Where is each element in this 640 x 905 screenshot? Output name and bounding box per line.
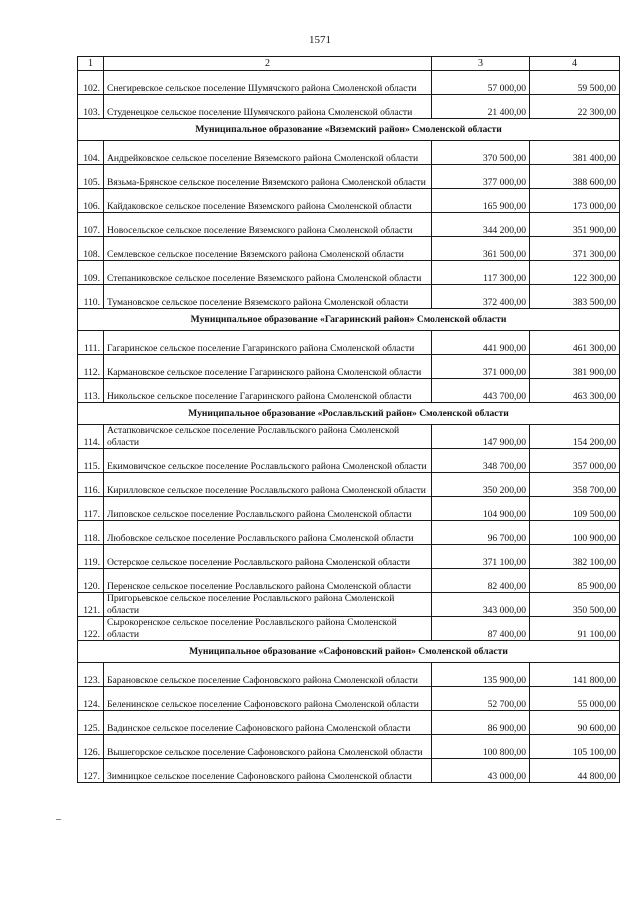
amount-col-4: 382 100,00 bbox=[530, 545, 620, 569]
amount-col-4: 351 900,00 bbox=[530, 213, 620, 237]
row-number: 108. bbox=[78, 237, 104, 261]
table-row bbox=[78, 165, 620, 189]
table-body bbox=[78, 57, 620, 783]
row-number: 121. bbox=[78, 593, 104, 617]
header-col-4: 4 bbox=[530, 57, 620, 71]
table-row bbox=[78, 189, 620, 213]
row-number: 116. bbox=[78, 473, 104, 497]
amount-col-4: 122 300,00 bbox=[530, 261, 620, 285]
header-col-1: 1 bbox=[78, 57, 104, 71]
table-row bbox=[78, 425, 620, 449]
row-number: 120. bbox=[78, 569, 104, 593]
amount-col-3: 370 500,00 bbox=[432, 141, 530, 165]
row-number: 109. bbox=[78, 261, 104, 285]
table-row bbox=[78, 663, 620, 687]
amount-col-4: 22 300,00 bbox=[530, 95, 620, 119]
amount-col-4: 388 600,00 bbox=[530, 165, 620, 189]
amount-col-4: 109 500,00 bbox=[530, 497, 620, 521]
amount-col-3: 147 900,00 bbox=[432, 425, 530, 449]
amount-col-3: 96 700,00 bbox=[432, 521, 530, 545]
table-row bbox=[78, 521, 620, 545]
section-title: Муниципальное образование «Сафоновский район» Смоленской области bbox=[78, 641, 620, 663]
page-number: 1571 bbox=[309, 34, 331, 46]
amount-col-3: 441 900,00 bbox=[432, 331, 530, 355]
amount-col-4: 44 800,00 bbox=[530, 759, 620, 783]
row-number: 104. bbox=[78, 141, 104, 165]
table-row bbox=[78, 617, 620, 641]
settlement-name: Зимницкое сельское поселение Сафоновского района Смоленской области bbox=[104, 759, 432, 783]
settlement-name: Тумановское сельское поселение Вяземского района Смоленской области bbox=[104, 285, 432, 309]
table-row bbox=[78, 545, 620, 569]
settlement-name: Сырокоренское сельское поселение Рославльского района Смоленской области bbox=[104, 617, 432, 641]
section-row bbox=[78, 641, 620, 663]
amount-col-3: 21 400,00 bbox=[432, 95, 530, 119]
row-number: 126. bbox=[78, 735, 104, 759]
amount-col-3: 343 000,00 bbox=[432, 593, 530, 617]
amount-col-3: 361 500,00 bbox=[432, 237, 530, 261]
amount-col-4: 90 600,00 bbox=[530, 711, 620, 735]
row-number: 123. bbox=[78, 663, 104, 687]
margin-mark: – bbox=[56, 814, 61, 825]
section-row bbox=[78, 403, 620, 425]
table-row bbox=[78, 711, 620, 735]
settlement-name: Кирилловское сельское поселение Рославльского района Смоленской области bbox=[104, 473, 432, 497]
settlement-name: Гагаринское сельское поселение Гагаринского района Смоленской области bbox=[104, 331, 432, 355]
budget-table bbox=[77, 56, 620, 783]
settlement-name: Вадинское сельское поселение Сафоновского района Смоленской области bbox=[104, 711, 432, 735]
table-row bbox=[78, 735, 620, 759]
amount-col-4: 381 400,00 bbox=[530, 141, 620, 165]
amount-col-3: 52 700,00 bbox=[432, 687, 530, 711]
settlement-name: Пригорьевское сельское поселение Рославльского района Смоленской области bbox=[104, 593, 432, 617]
amount-col-3: 57 000,00 bbox=[432, 71, 530, 95]
table-row bbox=[78, 141, 620, 165]
amount-col-4: 91 100,00 bbox=[530, 617, 620, 641]
row-number: 110. bbox=[78, 285, 104, 309]
header-col-3: 3 bbox=[432, 57, 530, 71]
amount-col-3: 87 400,00 bbox=[432, 617, 530, 641]
table-row bbox=[78, 497, 620, 521]
amount-col-3: 104 900,00 bbox=[432, 497, 530, 521]
amount-col-4: 59 500,00 bbox=[530, 71, 620, 95]
amount-col-4: 173 000,00 bbox=[530, 189, 620, 213]
settlement-name: Астапковичское сельское поселение Рославльского района Смоленской области bbox=[104, 425, 432, 449]
amount-col-4: 463 300,00 bbox=[530, 379, 620, 403]
table-row bbox=[78, 759, 620, 783]
table-row bbox=[78, 379, 620, 403]
amount-col-4: 154 200,00 bbox=[530, 425, 620, 449]
amount-col-4: 350 500,00 bbox=[530, 593, 620, 617]
amount-col-3: 344 200,00 bbox=[432, 213, 530, 237]
section-title: Муниципальное образование «Рославльский район» Смоленской области bbox=[78, 403, 620, 425]
settlement-name: Новосельское сельское поселение Вяземского района Смоленской области bbox=[104, 213, 432, 237]
table-row bbox=[78, 285, 620, 309]
amount-col-4: 357 000,00 bbox=[530, 449, 620, 473]
row-number: 117. bbox=[78, 497, 104, 521]
amount-col-3: 348 700,00 bbox=[432, 449, 530, 473]
settlement-name: Снегиревское сельское поселение Шумячского района Смоленской области bbox=[104, 71, 432, 95]
row-number: 107. bbox=[78, 213, 104, 237]
table-row bbox=[78, 237, 620, 261]
amount-col-4: 461 300,00 bbox=[530, 331, 620, 355]
table-row bbox=[78, 331, 620, 355]
amount-col-3: 371 100,00 bbox=[432, 545, 530, 569]
row-number: 112. bbox=[78, 355, 104, 379]
amount-col-4: 358 700,00 bbox=[530, 473, 620, 497]
settlement-name: Перенское сельское поселение Рославльского района Смоленской области bbox=[104, 569, 432, 593]
row-number: 102. bbox=[78, 71, 104, 95]
row-number: 127. bbox=[78, 759, 104, 783]
amount-col-4: 383 500,00 bbox=[530, 285, 620, 309]
amount-col-4: 141 800,00 bbox=[530, 663, 620, 687]
table-row bbox=[78, 71, 620, 95]
settlement-name: Студенецкое сельское поселение Шумячского района Смоленской области bbox=[104, 95, 432, 119]
row-number: 125. bbox=[78, 711, 104, 735]
table-row bbox=[78, 261, 620, 285]
table-row bbox=[78, 593, 620, 617]
row-number: 106. bbox=[78, 189, 104, 213]
section-title: Муниципальное образование «Гагаринский район» Смоленской области bbox=[78, 309, 620, 331]
amount-col-4: 85 900,00 bbox=[530, 569, 620, 593]
table-row bbox=[78, 449, 620, 473]
settlement-name: Вязьма-Брянское сельское поселение Вяземского района Смоленской области bbox=[104, 165, 432, 189]
section-title: Муниципальное образование «Вяземский район» Смоленской области bbox=[78, 119, 620, 141]
settlement-name: Остерское сельское поселение Рославльского района Смоленской области bbox=[104, 545, 432, 569]
settlement-name: Екимовичское сельское поселение Рославльского района Смоленской области bbox=[104, 449, 432, 473]
row-number: 119. bbox=[78, 545, 104, 569]
row-number: 111. bbox=[78, 331, 104, 355]
table-row bbox=[78, 95, 620, 119]
amount-col-4: 55 000,00 bbox=[530, 687, 620, 711]
settlement-name: Барановское сельское поселение Сафоновского района Смоленской области bbox=[104, 663, 432, 687]
section-row bbox=[78, 119, 620, 141]
amount-col-3: 372 400,00 bbox=[432, 285, 530, 309]
settlement-name: Никольское сельское поселение Гагаринского района Смоленской области bbox=[104, 379, 432, 403]
amount-col-3: 371 000,00 bbox=[432, 355, 530, 379]
amount-col-3: 100 800,00 bbox=[432, 735, 530, 759]
amount-col-3: 377 000,00 bbox=[432, 165, 530, 189]
settlement-name: Беленинское сельское поселение Сафоновского района Смоленской области bbox=[104, 687, 432, 711]
row-number: 114. bbox=[78, 425, 104, 449]
row-number: 105. bbox=[78, 165, 104, 189]
settlement-name: Кайдаковское сельское поселение Вяземского района Смоленской области bbox=[104, 189, 432, 213]
settlement-name: Вышегорское сельское поселение Сафоновского района Смоленской области bbox=[104, 735, 432, 759]
settlement-name: Любовское сельское поселение Рославльского района Смоленской области bbox=[104, 521, 432, 545]
settlement-name: Липовское сельское поселение Рославльского района Смоленской области bbox=[104, 497, 432, 521]
amount-col-3: 350 200,00 bbox=[432, 473, 530, 497]
table-row bbox=[78, 473, 620, 497]
settlement-name: Кармановское сельское поселение Гагаринского района Смоленской области bbox=[104, 355, 432, 379]
amount-col-3: 165 900,00 bbox=[432, 189, 530, 213]
amount-col-3: 82 400,00 bbox=[432, 569, 530, 593]
section-row bbox=[78, 309, 620, 331]
row-number: 122. bbox=[78, 617, 104, 641]
table-row bbox=[78, 213, 620, 237]
row-number: 124. bbox=[78, 687, 104, 711]
amount-col-4: 100 900,00 bbox=[530, 521, 620, 545]
amount-col-3: 86 900,00 bbox=[432, 711, 530, 735]
settlement-name: Степаниковское сельское поселение Вяземского района Смоленской области bbox=[104, 261, 432, 285]
amount-col-4: 381 900,00 bbox=[530, 355, 620, 379]
amount-col-3: 43 000,00 bbox=[432, 759, 530, 783]
amount-col-3: 117 300,00 bbox=[432, 261, 530, 285]
amount-col-3: 135 900,00 bbox=[432, 663, 530, 687]
amount-col-3: 443 700,00 bbox=[432, 379, 530, 403]
amount-col-4: 371 300,00 bbox=[530, 237, 620, 261]
row-number: 115. bbox=[78, 449, 104, 473]
settlement-name: Андрейковское сельское поселение Вяземского района Смоленской области bbox=[104, 141, 432, 165]
settlement-name: Семлевское сельское поселение Вяземского района Смоленской области bbox=[104, 237, 432, 261]
row-number: 103. bbox=[78, 95, 104, 119]
row-number: 113. bbox=[78, 379, 104, 403]
header-col-2: 2 bbox=[104, 57, 432, 71]
amount-col-4: 105 100,00 bbox=[530, 735, 620, 759]
table-row bbox=[78, 355, 620, 379]
table-row bbox=[78, 569, 620, 593]
table-row bbox=[78, 687, 620, 711]
header-row bbox=[78, 57, 620, 71]
row-number: 118. bbox=[78, 521, 104, 545]
